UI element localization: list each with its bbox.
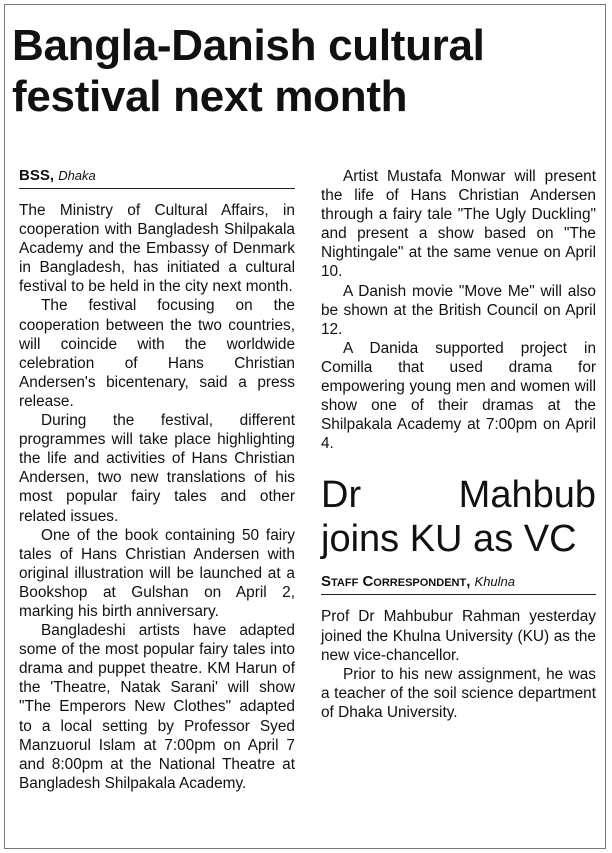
paragraph: The Ministry of Cultural Affairs, in cooperation with Bangladesh Shilpakala Academy and the Embassy of Denmark in Bangladesh, has initiated a cultural festival to be held in the city next month. <box>19 202 295 296</box>
paragraph: A Danish movie "Move Me" will also be shown at the British Council on April 12. <box>321 282 596 338</box>
paragraph: One of the book containing 50 fairy tales of Hans Christian Andersen with original illustration will be launched at a Bookshop at Gulshan on April 2, marking his birth anniversary. <box>19 526 295 620</box>
byline-staff: Staff Correspondent, <box>321 573 471 591</box>
second-byline <box>321 573 596 595</box>
paragraph: Bangladeshi artists have adapted some of the most popular fairy tales into drama and puppet theatre. KM Harun of the 'Theatre, Natak Sarani' will show "The Emperors New Clothes" adapted to a local setting by Professor Syed Manzuorul Islam at 7:00pm on April 7 and 8:00pm at the National Theatre at Bangladesh Shilpakala Academy. <box>19 622 295 792</box>
headline: Bangla-Danish cultural festival next month <box>12 21 485 121</box>
paragraph: Prior to his new assignment, he was a teacher of the soil science department of Dhaka University. <box>321 665 596 721</box>
byline-location: Khulna <box>474 574 516 590</box>
byline-agency: BSS, <box>19 167 55 184</box>
byline-location: Dhaka <box>58 168 96 183</box>
article-column-left <box>19 167 295 793</box>
article-column-right <box>321 167 596 722</box>
byline <box>19 167 295 189</box>
paragraph: A Danida supported project in Comilla that used drama for empowering young men and women will show one of their dramas at the Shilpakala Academy at 7:00pm on April 4. <box>321 339 596 453</box>
paragraph: Artist Mustafa Monwar will present the life of Hans Christian Andersen through a fairy tale "The Ugly Duckling" and present a show based on "The Nightingale" at the same venue on April 10. <box>321 168 596 281</box>
paragraph: During the festival, different programmes will take place highlighting the life and activities of Hans Christian Andersen, two new translations of his most popular fairy tales and other related issues. <box>19 412 295 525</box>
paragraph: Prof Dr Mahbubur Rahman yesterday joined the Khulna University (KU) as the new vice-chancellor. <box>321 608 596 664</box>
paragraph: The festival focusing on the cooperation between the two countries, will coincide with the worldwide celebration of Hans Christian Andersen's bicentenary, said a press release. <box>19 297 295 410</box>
second-headline: Dr Mahbub joins KU as VC <box>321 474 596 561</box>
